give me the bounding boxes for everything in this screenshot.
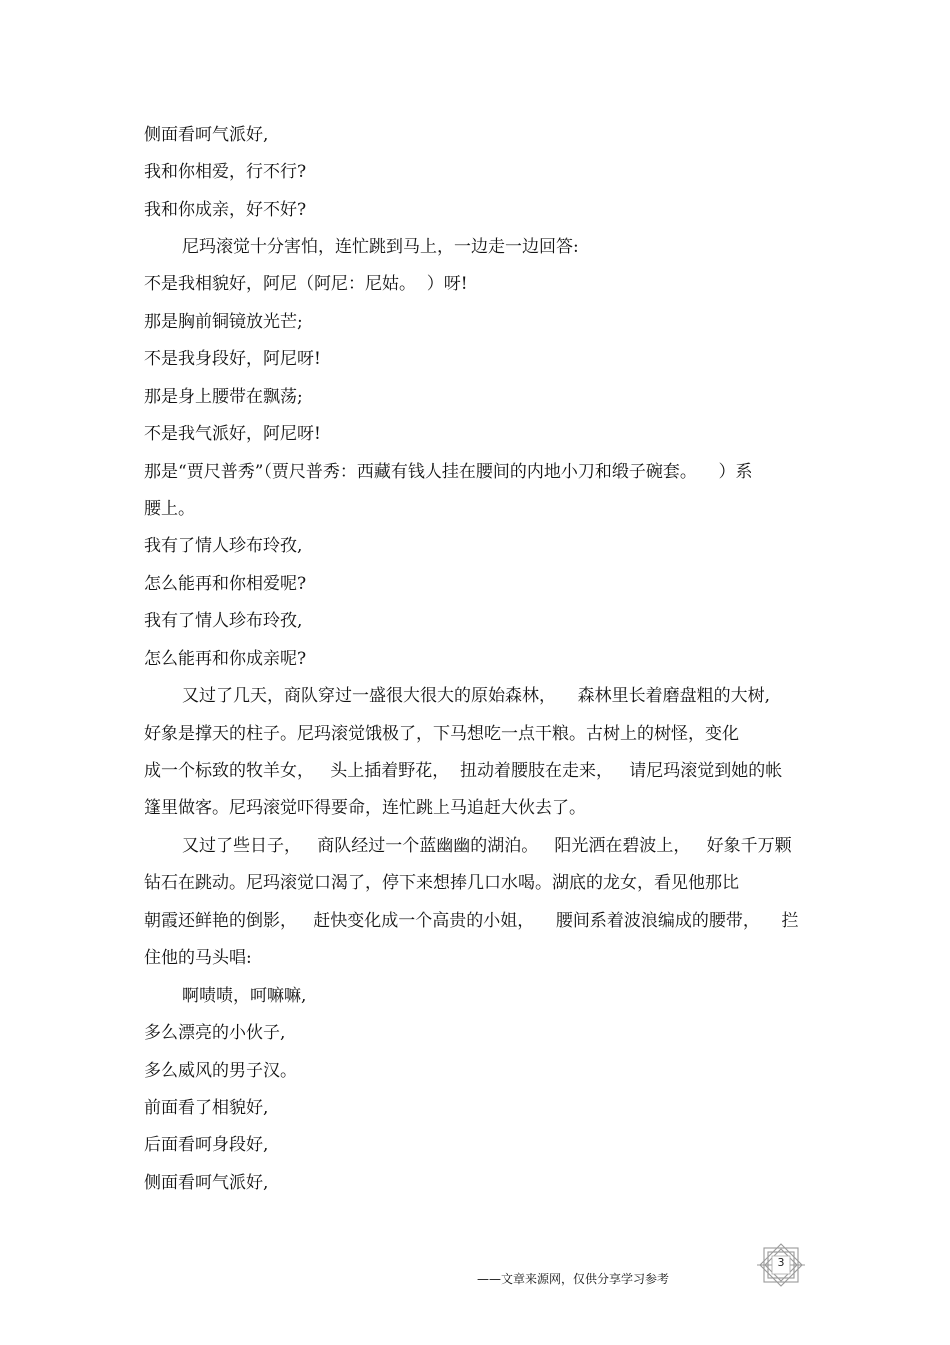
text-line: 我和你相爱，行不行?	[144, 162, 307, 182]
paragraph-line: 又过了些日子， 商队经过一个蓝幽幽的湖泊。 阳光洒在碧波上， 好象千万颗	[182, 836, 792, 856]
text-line: 我有了情人珍布玲孜,	[144, 536, 303, 556]
text-line: 那是“贾尺普秀”（贾尺普秀：西藏有钱人挂在腰间的内地小刀和缎子碗套。 ）系	[144, 462, 753, 482]
text-line: 那是身上腰带在飘荡;	[144, 387, 303, 407]
text-line: 后面看呵身段好,	[144, 1135, 269, 1155]
text-line: 我有了情人珍布玲孜,	[144, 611, 303, 631]
footer-source-note: ——文章来源网，仅供分享学习参考	[477, 1272, 670, 1286]
text-line: 怎么能再和你成亲呢?	[144, 649, 307, 669]
text-line: 前面看了相貌好,	[144, 1098, 269, 1118]
text-line: 那是胸前铜镜放光芒;	[144, 312, 303, 332]
text-line: 成一个标致的牧羊女， 头上插着野花， 扭动着腰肢在走来， 请尼玛滚觉到她的帐	[144, 761, 783, 781]
text-line: 篷里做客。尼玛滚觉吓得要命，连忙跳上马追赶大伙去了。	[144, 798, 586, 818]
paragraph-line: 啊啧啧，呵嘛嘛,	[182, 986, 307, 1006]
text-line: 多么漂亮的小伙子,	[144, 1023, 286, 1043]
text-line: 不是我气派好，阿尼呀!	[144, 424, 321, 444]
text-line: 不是我身段好，阿尼呀!	[144, 349, 321, 369]
text-line: 多么威风的男子汉。	[144, 1061, 297, 1081]
text-line: 我和你成亲，好不好?	[144, 200, 307, 220]
page-number: 3	[777, 1256, 785, 1269]
text-line: 好象是撑天的柱子。尼玛滚觉饿极了，下马想吃一点干粮。古树上的树怪，变化	[144, 724, 739, 744]
text-line: 腰上。	[144, 499, 195, 519]
text-line: 钻石在跳动。尼玛滚觉口渴了，停下来想捧几口水喝。湖底的龙女，看见他那比	[144, 873, 739, 893]
text-line: 怎么能再和你相爱呢?	[144, 574, 307, 594]
text-line: 侧面看呵气派好,	[144, 125, 269, 145]
text-line: 侧面看呵气派好,	[144, 1173, 269, 1193]
text-line: 朝霞还鲜艳的倒影， 赶快变化成一个高贵的小姐， 腰间系着波浪编成的腰带， 拦	[144, 911, 799, 931]
text-line: 住他的马头唱:	[144, 948, 252, 968]
paragraph-line: 尼玛滚觉十分害怕，连忙跳到马上，一边走一边回答:	[182, 237, 579, 257]
text-line: 不是我相貌好，阿尼（阿尼：尼姑。 ）呀!	[144, 274, 468, 294]
paragraph-line: 又过了几天，商队穿过一盛很大很大的原始森林， 森林里长着磨盘粗的大树,	[182, 686, 771, 706]
